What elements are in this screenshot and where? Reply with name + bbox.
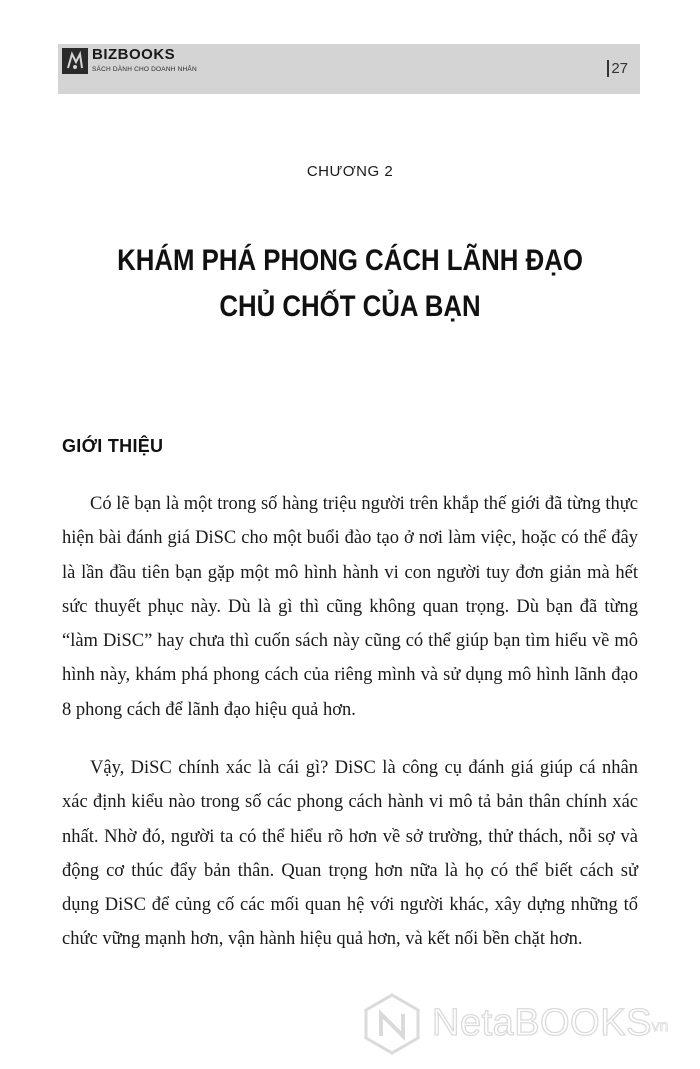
body-paragraph-2: Vậy, DiSC chính xác là cái gì? DiSC là công cụ đánh giá giúp cá nhân xác định kiểu nào trong số các phong cách hành vi mô tả bản thân chính xác nhất. Nhờ đó, người ta có thể hiểu rõ hơn về sở trường, thử thách, nỗi sợ và động cơ thúc đẩy bản thân. Quan trọng hơn nữa là họ có thể biết cách sử dụng DiSC để củng cố các mối quan hệ với người khác, xây dựng những tổ chức vững mạnh hơn, vận hành hiệu quả hơn, và kết nối bền chặt hơn. — [62, 758, 638, 950]
section-heading: GIỚI THIỆU — [62, 436, 164, 456]
chapter-title-line-2: CHỦ CHỐT CỦA BẠN — [219, 290, 481, 323]
watermark-text: NetaBOOKS — [432, 1002, 652, 1044]
brand-name: BIZBOOKS — [92, 46, 176, 63]
chapter-title — [49, 238, 651, 330]
watermark-tld: .vn — [647, 1018, 669, 1035]
page-number-divider — [607, 60, 609, 77]
page-number: 27 — [611, 60, 628, 77]
brand-tagline: SÁCH DÀNH CHO DOANH NHÂN — [92, 66, 197, 73]
netabooks-logo-icon — [362, 992, 422, 1061]
chapter-label: CHƯƠNG 2 — [306, 163, 394, 180]
chapter-title-line-1: KHÁM PHÁ PHONG CÁCH LÃNH ĐẠO — [117, 244, 583, 277]
watermark — [362, 992, 682, 1056]
body-paragraph-1: Có lẽ bạn là một trong số hàng triệu người trên khắp thế giới đã từng thực hiện bài đánh giá DiSC cho một buổi đào tạo ở nơi làm việc, hoặc có thể đây là lần đầu tiên bạn gặp một mô hình hành vi con người tuy đơn giản mà hết sức thuyết phục này. Dù là gì thì cũng không quan trọng. Dù bạn đã từng “làm DiSC” hay chưa thì cuốn sách này cũng có thể giúp bạn tìm hiểu về mô hình này, khám phá phong cách của riêng mình và sử dụng mô hình lãnh đạo 8 phong cách để lãnh đạo hiệu quả hơn. — [62, 494, 638, 720]
bizbooks-logo-icon — [62, 48, 88, 74]
